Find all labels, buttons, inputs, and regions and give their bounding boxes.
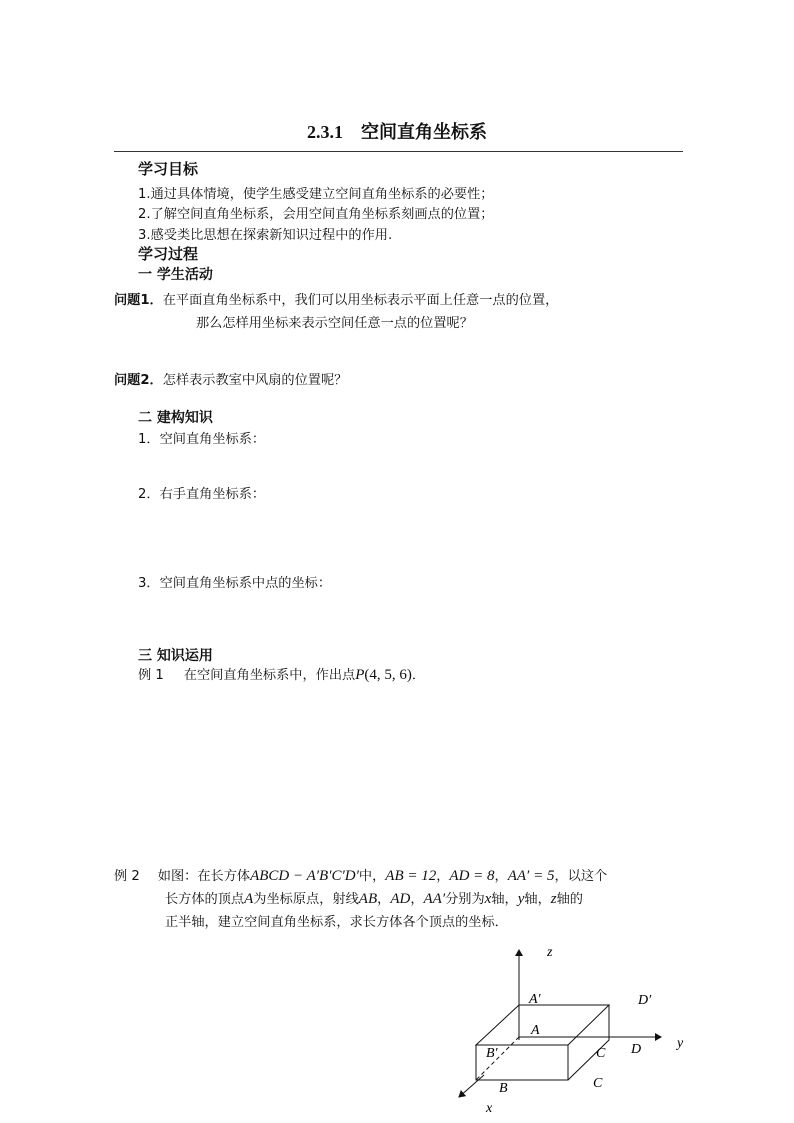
label-a1: A′ <box>529 992 541 1007</box>
goal-item-1: 1.通过具体情境，使学生感受建立空间直角坐标系的必要性； <box>138 187 494 202</box>
length-ad: AD = 8 <box>449 868 495 884</box>
example-2-text: ， <box>494 869 508 884</box>
example-2-text: 轴， <box>524 892 551 907</box>
knowledge-item-2: 2．右手直角坐标系： <box>138 487 266 502</box>
label-y: y <box>677 1036 684 1051</box>
example-1-label: 例 1 <box>138 668 164 683</box>
section-number: 2.3.1 <box>307 122 343 142</box>
label-x: x <box>486 1101 493 1116</box>
question-1-line-2: 那么怎样用坐标来表示空间任意一点的位置呢？ <box>196 316 473 331</box>
example-2-text: ， <box>410 892 424 907</box>
right-face <box>568 1005 609 1080</box>
example-2-text: 中， <box>358 869 386 884</box>
box-name: ABCD − A′B′C′D′ <box>250 868 359 884</box>
example-2-line-3: 正半轴，建立空间直角坐标系，求长方体各个顶点的坐标． <box>165 915 508 930</box>
example-2-text: 轴的 <box>556 892 583 907</box>
axis-z-name: z <box>550 891 557 907</box>
label-c1: C <box>596 1046 606 1061</box>
example-1-end: ． <box>411 668 426 683</box>
process-heading: 学习过程 <box>138 245 199 263</box>
section-title: 空间直角坐标系 <box>361 122 487 142</box>
ray-ad: AD <box>390 891 411 907</box>
label-a: A <box>531 1023 540 1038</box>
ray-aa: AA′ <box>423 891 446 907</box>
goals-heading: 学习目标 <box>138 160 199 178</box>
knowledge-heading: 二 建构知识 <box>138 410 213 426</box>
label-d: D <box>631 1042 642 1057</box>
example-2-label: 例 2 <box>114 869 140 884</box>
x-axis <box>459 1075 484 1097</box>
knowledge-item-3: 3．空间直角坐标系中点的坐标： <box>138 576 332 591</box>
question-2-label: 问题2． <box>114 373 163 388</box>
example-1-coords: (4, 5, 6) <box>364 667 412 683</box>
top-face <box>476 1005 609 1045</box>
example-2-text: ， <box>377 892 391 907</box>
goal-item-3: 3.感受类比思想在探索新知识过程中的作用. <box>138 228 393 243</box>
label-b1: B′ <box>486 1046 498 1061</box>
ray-ab: AB <box>358 891 378 907</box>
example-2-text: ， <box>436 869 450 884</box>
axis-x-name: x <box>484 891 492 907</box>
length-ab: AB = 12 <box>385 868 437 884</box>
example-2-text: ，以这个 <box>554 869 608 884</box>
activity-heading: 一 学生活动 <box>138 267 213 283</box>
question-1-label: 问题1． <box>114 293 163 308</box>
label-c: C <box>593 1076 603 1091</box>
example-2-text: 如图：在长方体 <box>157 869 251 884</box>
knowledge-item-1: 1．空间直角坐标系： <box>138 432 266 447</box>
example-2-text: 分别为 <box>445 892 485 907</box>
example-2-text: 为坐标原点，射线 <box>253 892 359 907</box>
label-d1: D′ <box>638 993 652 1008</box>
question-1-line-1: 在平面直角坐标系中，我们可以用坐标表示平面上任意一点的位置， <box>162 293 559 308</box>
example-1-text: 在空间直角坐标系中，作出点 <box>183 668 356 683</box>
example-2-text: 轴， <box>491 892 518 907</box>
label-b: B <box>499 1081 508 1096</box>
example-1-point: P <box>355 667 365 683</box>
origin-point: A <box>244 891 254 907</box>
axis-y-name: y <box>517 891 525 907</box>
label-z: z <box>547 945 553 960</box>
goal-item-2: 2.了解空间直角坐标系，会用空间直角坐标系刻画点的位置； <box>138 207 494 222</box>
length-aa: AA′ = 5 <box>507 868 555 884</box>
question-2-text: 怎样表示教室中风扇的位置呢？ <box>162 373 348 388</box>
example-2-text: 长方体的顶点 <box>165 892 245 907</box>
application-heading: 三 知识运用 <box>138 648 213 664</box>
